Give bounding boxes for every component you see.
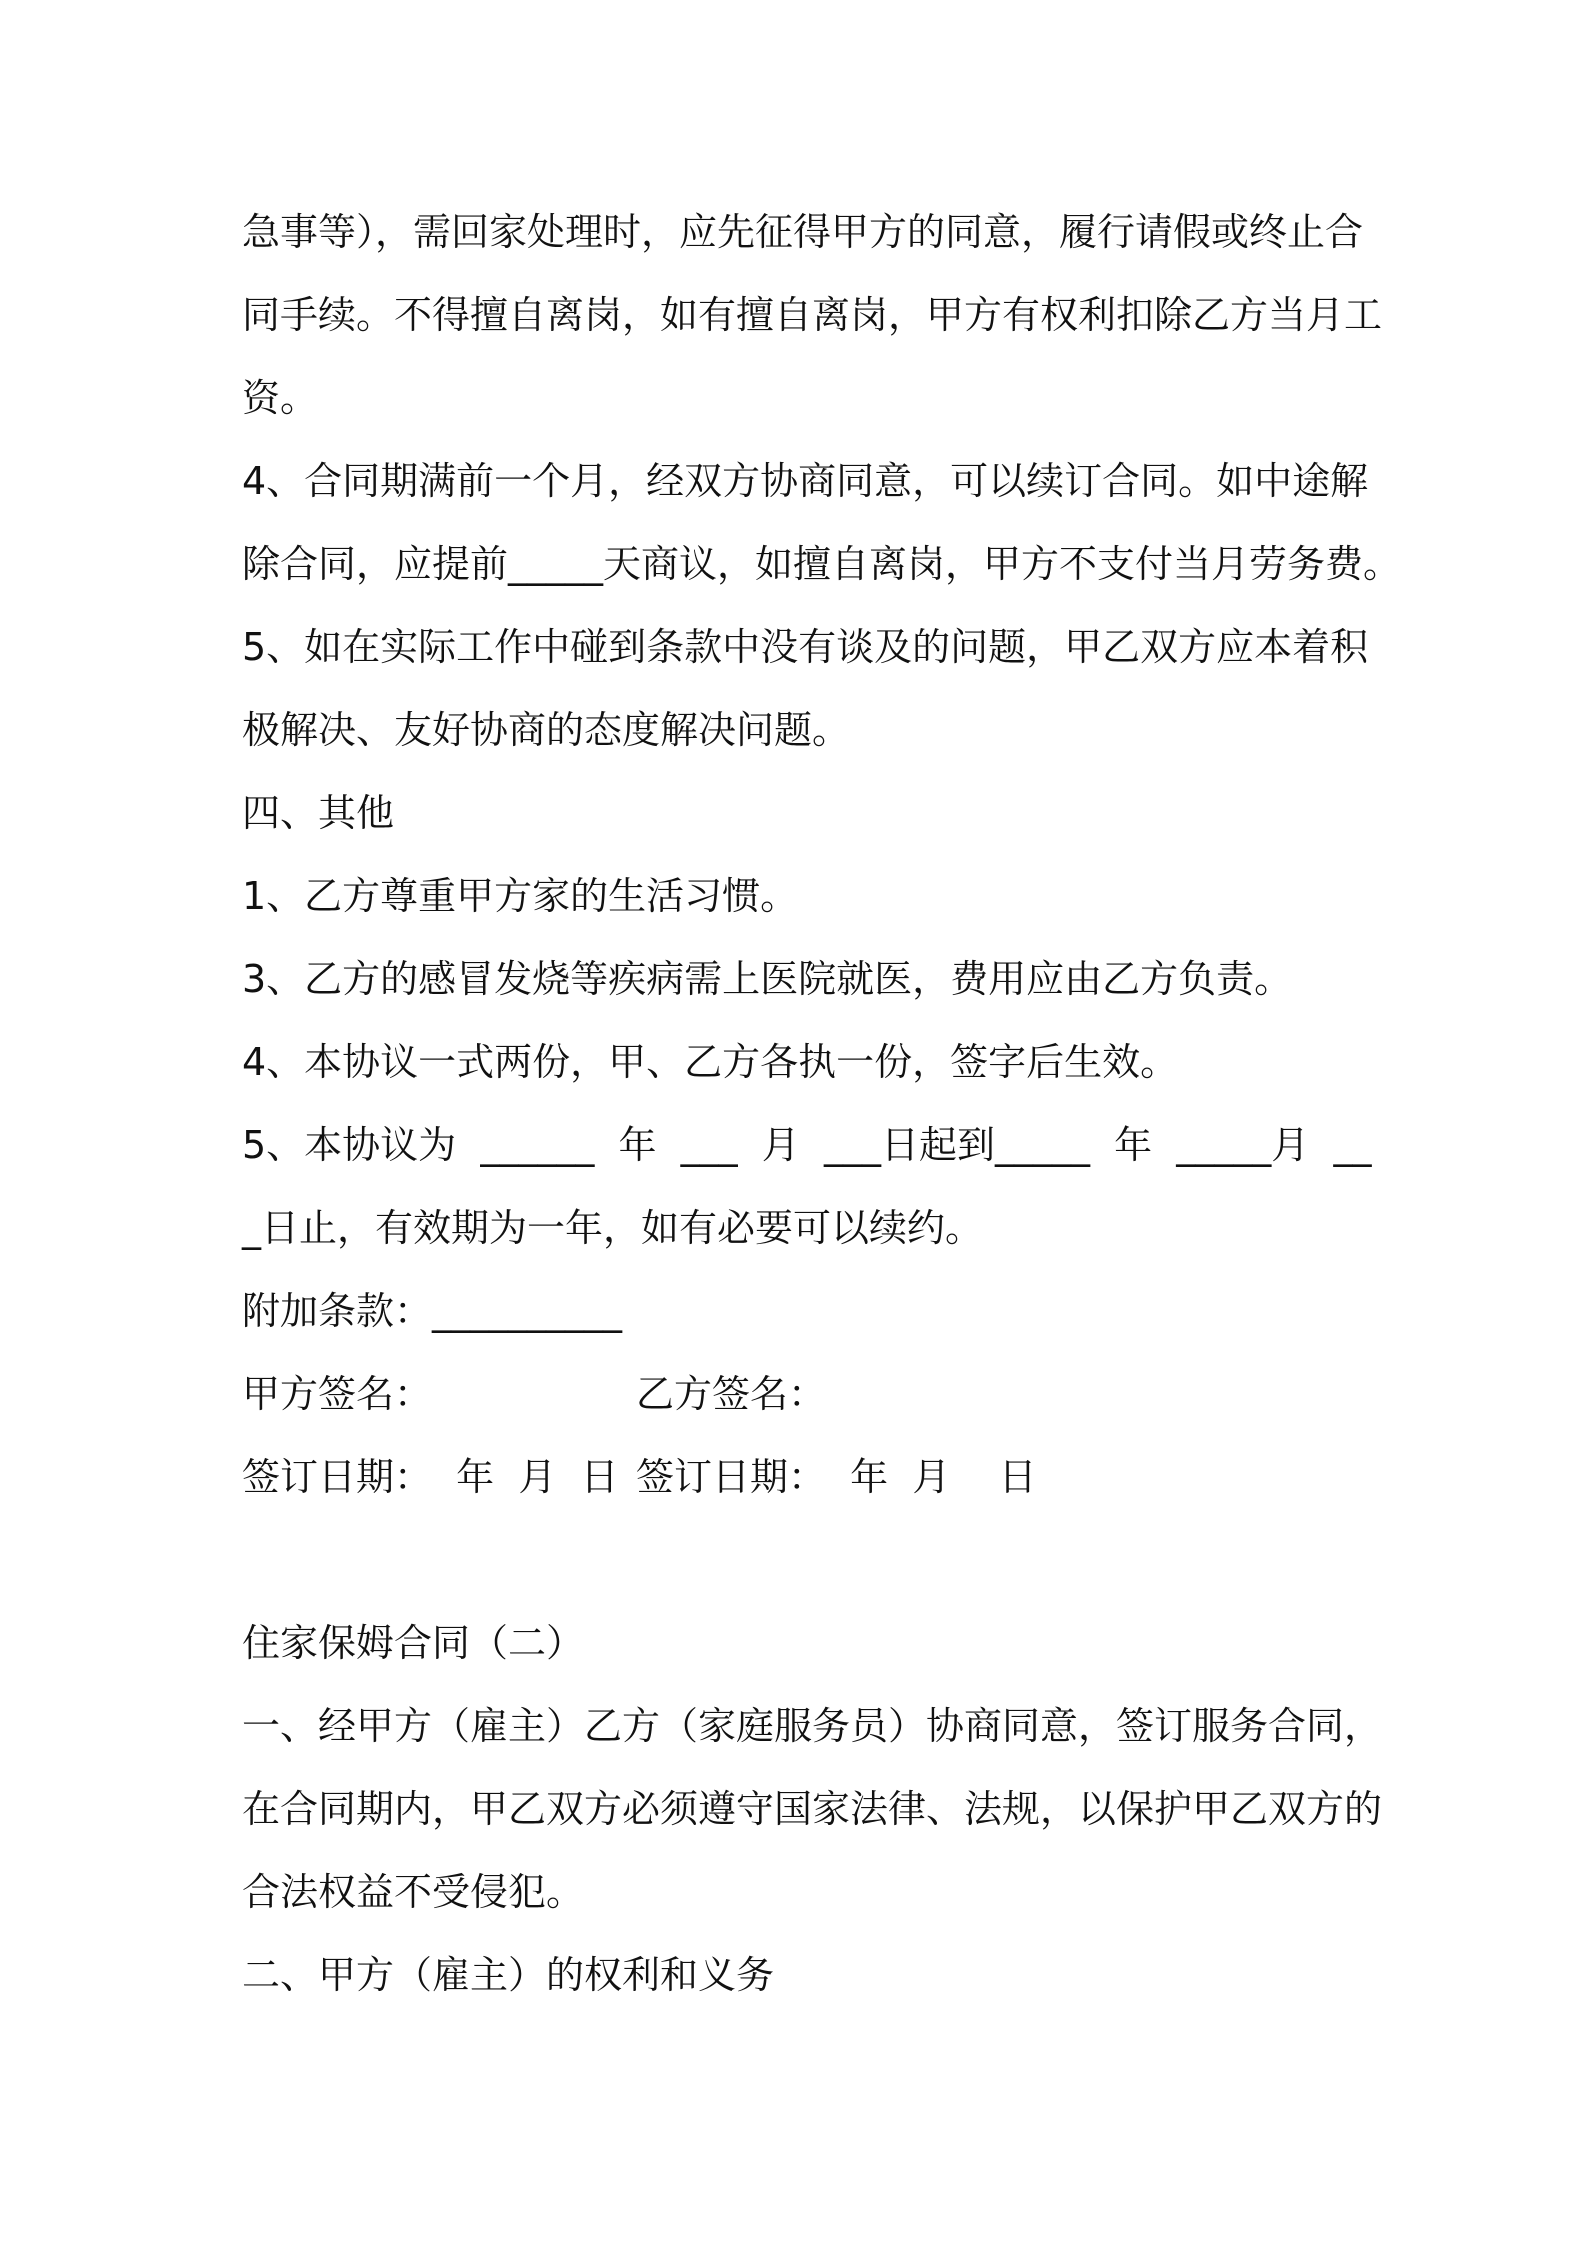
other-item-1: 1、乙方尊重甲方家的生活习惯。 (242, 874, 799, 918)
contract-2-clause-1-line: 在合同期内，甲乙双方必须遵守国家法律、法规，以保护甲乙双方的 (242, 1787, 1383, 1831)
contract-2-clause-1-line: 一、经甲方（雇主）乙方（家庭服务员）协商同意，签订服务合同， (242, 1704, 1383, 1748)
party-b-sign-date: 签订日期： 年 月 日 (636, 1455, 1037, 1499)
contract-2-title: 住家保姆合同（二） (242, 1621, 585, 1665)
clause-5-line: 极解决、友好协商的态度解决问题。 (242, 708, 851, 752)
party-a-sign-date: 签订日期： 年 月 日 (242, 1455, 619, 1499)
clause-4-line: 4、合同期满前一个月，经双方协商同意，可以续订合同。如中途解 (242, 459, 1369, 503)
paragraph-line: 资。 (242, 376, 319, 420)
paragraph-line: 同手续。不得擅自离岗，如有擅自离岗，甲方有权利扣除乙方当月工 (242, 293, 1383, 337)
clause-5-line: 5、如在实际工作中碰到条款中没有谈及的问题，甲乙双方应本着积 (242, 625, 1369, 669)
party-b-signature-label: 乙方签名： (636, 1372, 827, 1416)
other-item-4: 4、本协议一式两份，甲、乙方各执一份，签字后生效。 (242, 1040, 1179, 1084)
contract-2-section-heading: 二、甲方（雇主）的权利和义务 (242, 1953, 775, 1997)
other-item-5: 5、本协议为 ______ 年 ___ 月 ___日起到_____ 年 _____月 __ (242, 1123, 1372, 1167)
other-item-3: 3、乙方的感冒发烧等疾病需上医院就医，费用应由乙方负责。 (242, 957, 1293, 1001)
other-item-5-continued: _日止，有效期为一年，如有必要可以续约。 (242, 1206, 984, 1250)
section-heading-other: 四、其他 (242, 791, 395, 835)
clause-4-line: 除合同，应提前_____天商议，如擅自离岗，甲方不支付当月劳务费。 (242, 542, 1402, 586)
contract-2-clause-1-line: 合法权益不受侵犯。 (242, 1870, 585, 1914)
party-a-signature-label: 甲方签名： (242, 1372, 433, 1416)
paragraph-line: 急事等），需回家处理时，应先征得甲方的同意，履行请假或终止合 (242, 210, 1364, 254)
additional-terms: 附加条款：__________ (242, 1289, 623, 1333)
